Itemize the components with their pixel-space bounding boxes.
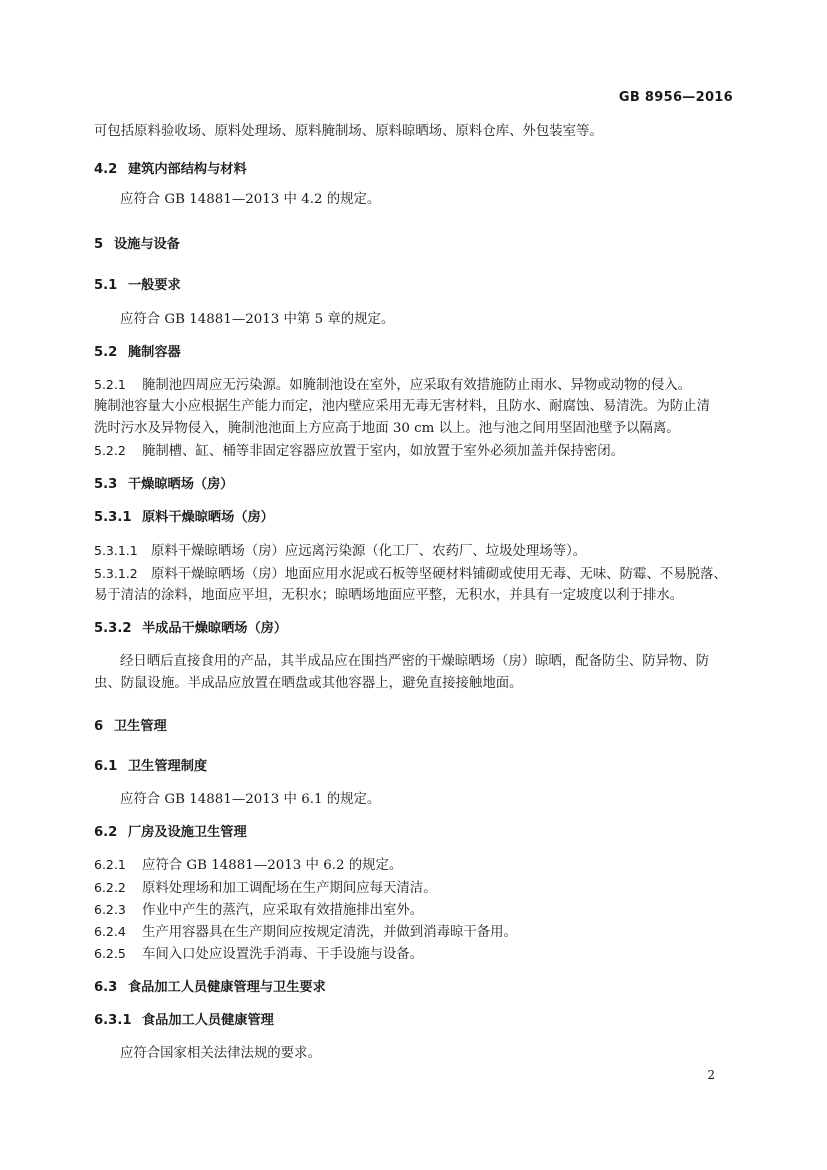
section-number: 5.1: [94, 278, 118, 293]
section-title: 一般要求: [128, 278, 181, 293]
section-number: 6.2: [94, 825, 118, 840]
clause-5-2-1-line2: 腌制池容量大小应根据生产能力而定，池内壁应采用无毒无害材料，且防水、耐腐蚀、易清洗。为防止清: [94, 399, 710, 414]
section-5-3-heading: [94, 474, 734, 496]
section-4-2-heading: [94, 159, 734, 181]
section-5-3-2-heading: [94, 618, 734, 640]
clause-text: 应符合 GB 14881—2013 中 6.2 的规定。: [142, 858, 403, 873]
section-title: 原料干燥晾晒场（房）: [142, 510, 274, 525]
chapter-6-heading: [94, 716, 734, 738]
clause-text: 生产用容器具在生产期间应按规定清洗，并做到消毒晾干备用。: [142, 925, 517, 940]
clause-number: 6.2.1: [94, 857, 126, 872]
chapter-5-heading: [94, 234, 734, 256]
clause-6-2-1: [94, 854, 734, 877]
section-title: 干燥晾晒场（房）: [128, 477, 234, 492]
section-6-3-1-text: 应符合国家相关法律法规的要求。: [120, 1046, 321, 1061]
clause-text: 车间入口处应设置洗手消毒、干手设施与设备。: [142, 947, 424, 962]
chapter-number: 5: [94, 237, 104, 252]
clause-6-2-2: [94, 877, 734, 900]
section-6-1-text: 应符合 GB 14881—2013 中 6.1 的规定。: [120, 792, 381, 807]
clause-6-2-5: [94, 943, 734, 966]
clause-6-2-4: [94, 921, 734, 944]
clause-number: 6.2.2: [94, 880, 126, 895]
section-5-3-1-heading: [94, 507, 734, 529]
clause-number: 5.2.1: [94, 377, 126, 392]
chapter-number: 6: [94, 719, 104, 734]
clause-text: 原料干燥晾晒场（房）地面应用水泥或石板等坚硬材料铺砌或使用无毒、无味、防霉、不易脱落、: [151, 567, 727, 582]
section-number: 6.1: [94, 759, 118, 774]
clause-6-2-3: [94, 899, 734, 922]
clause-5-3-1-1: [94, 540, 734, 563]
clause-number: 6.2.4: [94, 924, 126, 939]
clause-number: 6.2.3: [94, 902, 126, 917]
section-number: 6.3: [94, 980, 118, 995]
section-title: 卫生管理制度: [128, 759, 208, 774]
section-5-1-text: 应符合 GB 14881—2013 中第 5 章的规定。: [120, 312, 395, 327]
section-title: 厂房及设施卫生管理: [128, 825, 247, 840]
clause-5-3-1-2-line2: 易于清洁的涂料，地面应平坦，无积水；晾晒场地面应平整，无积水，并具有一定坡度以利于排水。: [94, 588, 684, 603]
section-4-2-text: 应符合 GB 14881—2013 中 4.2 的规定。: [120, 192, 381, 207]
clause-5-2-1-line3: 洗时污水及异物侵入，腌制池池面上方应高于地面 30 cm 以上。池与池之间用坚固池壁予以隔离。: [94, 421, 680, 436]
section-5-3-2-line1: 经日晒后直接食用的产品，其半成品应在围挡严密的干燥晾晒场（房）晾晒，配备防尘、防异物、防: [120, 654, 710, 669]
section-5-3-2-line2: 虫、防鼠设施。半成品应放置在晒盘或其他容器上，避免直接接触地面。: [94, 676, 523, 691]
section-number: 5.3: [94, 477, 118, 492]
standard-code: GB 8956—2016: [618, 90, 733, 105]
section-title: 食品加工人员健康管理与卫生要求: [128, 980, 326, 995]
clause-5-2-2: [94, 440, 734, 463]
section-5-2-heading: [94, 342, 734, 364]
chapter-title: 设施与设备: [114, 237, 180, 252]
section-6-1-heading: [94, 756, 734, 778]
clause-text: 原料处理场和加工调配场在生产期间应每天清洁。: [142, 881, 437, 896]
clause-number: 5.2.2: [94, 443, 126, 458]
section-number: 4.2: [94, 162, 118, 177]
chapter-title: 卫生管理: [114, 719, 167, 734]
section-6-3-1-heading: [94, 1010, 734, 1032]
page-number: 2: [707, 1068, 715, 1082]
clause-text: 腌制池四周应无污染源。如腌制池设在室外，应采取有效措施防止雨水、异物或动物的侵入。: [142, 378, 692, 393]
section-title: 半成品干燥晾晒场（房）: [142, 621, 288, 636]
clause-number: 6.2.5: [94, 946, 126, 961]
section-5-1-heading: [94, 275, 734, 297]
section-title: 腌制容器: [128, 345, 181, 360]
clause-text: 腌制槽、缸、桶等非固定容器应放置于室内，如放置于室外必须加盖并保持密闭。: [142, 444, 625, 459]
clause-text: 作业中产生的蒸汽，应采取有效措施排出室外。: [142, 903, 424, 918]
section-6-2-heading: [94, 822, 734, 844]
clause-number: 5.3.1.2: [94, 566, 138, 581]
clause-text: 原料干燥晾晒场（房）应远离污染源（化工厂、农药厂、垃圾处理场等）。: [151, 544, 587, 559]
clause-5-2-1-line1: [94, 374, 734, 397]
clause-number: 5.3.1.1: [94, 543, 138, 558]
section-number: 5.2: [94, 345, 118, 360]
clause-5-3-1-2-line1: [94, 563, 734, 586]
section-title: 建筑内部结构与材料: [128, 162, 247, 177]
section-title: 食品加工人员健康管理: [142, 1013, 274, 1028]
section-number: 6.3.1: [94, 1013, 132, 1028]
intro-line: 可包括原料验收场、原料处理场、原料腌制场、原料晾晒场、原料仓库、外包装室等。: [94, 124, 603, 139]
section-number: 5.3.1: [94, 510, 132, 525]
section-number: 5.3.2: [94, 621, 132, 636]
section-6-3-heading: [94, 977, 734, 999]
